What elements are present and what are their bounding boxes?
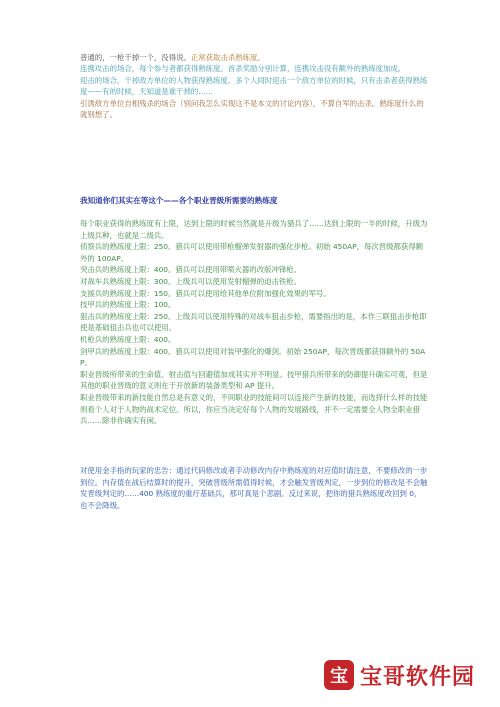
intro-line-1b: 正常获取击杀熟练度。 xyxy=(190,53,265,62)
section-paragraph: 对战车兵熟练度上限：300。上级兵可以使用发射榴弹的迫击铁枪。 xyxy=(80,276,302,286)
section-paragraph: 职业晋级带来的新技能自然总是有意义的，不同职业的技能间可以连接产生新的技能，而选择什么样的技能则看个人对于人物的战术定位。所以，你应当决定好每个人物的发展路线，并不一定需要全人物全职业猎兵……除非你确实有闲。 xyxy=(80,392,428,426)
section-heading: 我知道你们其实在等这个——各个职业晋级所需要的熟练度 xyxy=(80,196,278,205)
section-paragraph: 每个职业获得的熟练度有上限，达到上限的时候当然就是升级为猎兵了……达到上限的一半的时候，升级为上级兵种，也就是二级兵。 xyxy=(80,219,428,240)
section-paragraph: 侦察兵的熟练度上限：250。猎兵可以使用带枪榴弹发射器的强化步枪。初始 450AP，每次晋级都获得额外的 100AP。 xyxy=(80,242,424,263)
section-paragraph: 职业晋级所带来的生命值、射击值与回避值加成其实并不明显。技甲猎兵所带来的防御提升确实可观，但是其他的职业晋级的意义则在于开放新的装备类型和 AP 提升。 xyxy=(80,369,428,391)
site-watermark xyxy=(318,653,490,697)
intro-line-4: 引诱敌方单位自相残杀的场合（别问我怎么实现这不是本文的讨论内容），不算自军的击杀。熟练度什么的就别想了。 xyxy=(80,98,424,120)
intro-line-1a: 普通的，一枪干掉一个，没得说。 xyxy=(80,53,191,62)
intro-block xyxy=(80,52,428,120)
section-paragraph: 剑甲兵的熟练度上限：400。猎兵可以使用对装甲强化的爆剑。初始 250AP，每次晋级都获得额外的 50AP。 xyxy=(80,346,426,368)
section-paragraph: 支援兵的熟练度上限：150。猎兵可以使用给其他单位附加强化效果的军号。 xyxy=(80,288,331,298)
cheat-note xyxy=(80,465,428,511)
section-paragraph: 技甲兵的熟练度上限：100。 xyxy=(80,300,176,310)
cheat-note-text: 对使用金手指的玩家的忠告：通过代码修改或者手动修改内存中熟练度的对应值时请注意，不要修改的一步到位。内存值在战后结算时的提升，突破晋级所需值得时候，才会触发晋级判定，一步到位的修改是不会触发晋级判定的……400 熟练度的重疗基础兵，那可真是个悲剧。反过来说，把你的猎兵熟练度改回到 0，也不会降级。 xyxy=(80,466,428,510)
intro-line-3: 迎击的场合，干掉敌方单位的人物获得熟练度。多个人同时迎击一个敌方单位的时候，只有击杀者获得熟练度——有的时候，天知道是谁干掉的…… xyxy=(80,75,428,97)
intro-line-1 xyxy=(80,52,428,63)
intro-line-2: 连携攻击的场合，每个参与者都获得熟练度。首杀奖励分别计算，连携攻击没有额外的熟练度加成。 xyxy=(80,64,406,74)
watermark-logo-icon: 宝 xyxy=(324,660,354,690)
section-paragraph: 突击兵的熟练度上限：400。猎兵可以使用带喷火器的改版冲锋枪。 xyxy=(80,265,302,275)
proficiency-section xyxy=(80,218,428,427)
section-paragraph: 狙击兵的熟练度上限：250。上级兵可以使用特殊的对战车狙击步枪，需要指出的是，本作三联狙击步枪即使是基础狙击兵也可以使用。 xyxy=(80,311,427,333)
watermark-text: 宝哥软件园 xyxy=(360,664,476,690)
section-paragraph: 机枪兵的熟练度上限：400。 xyxy=(80,334,176,344)
